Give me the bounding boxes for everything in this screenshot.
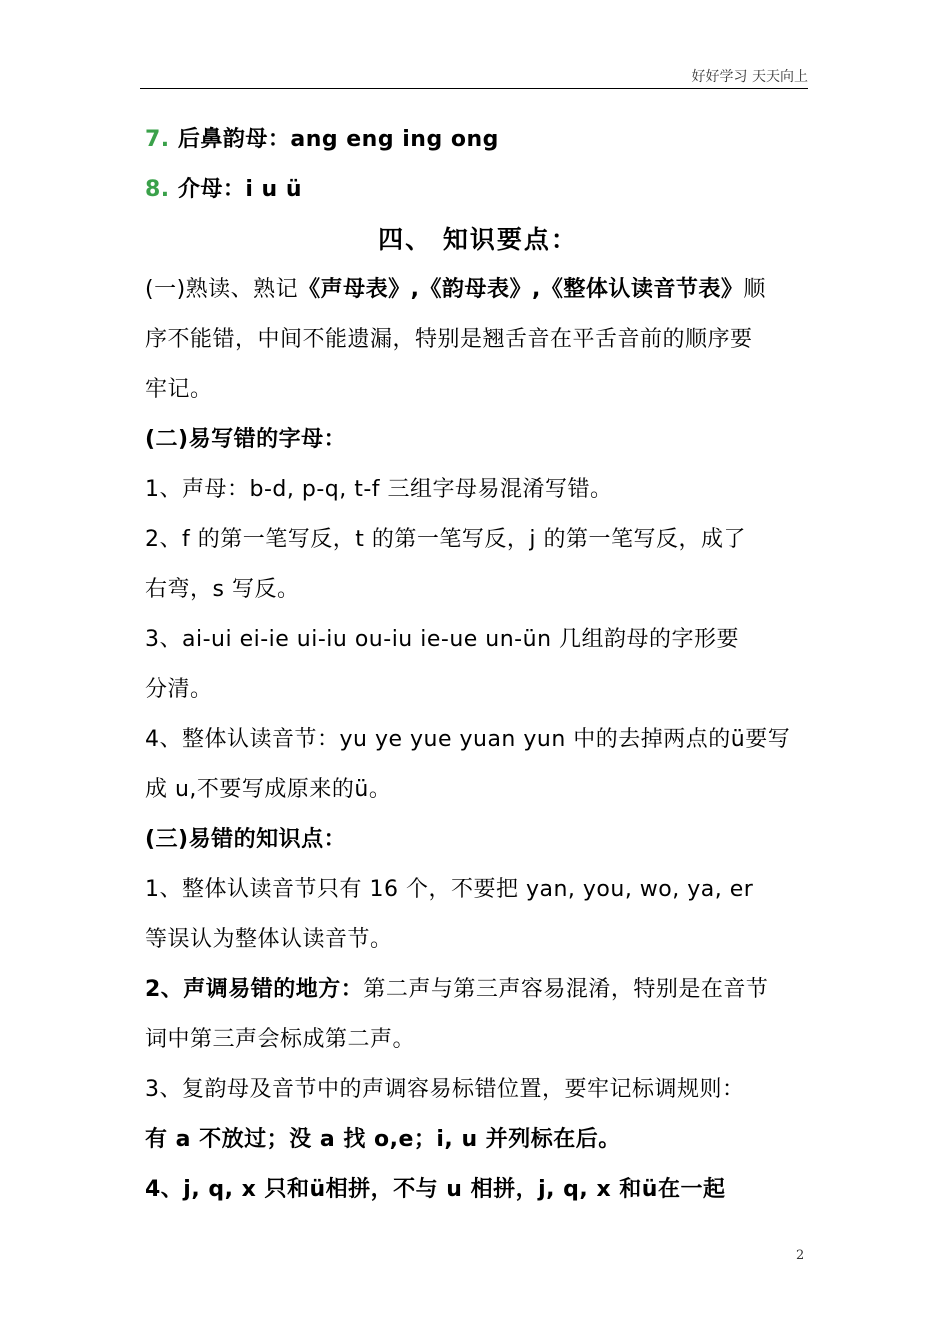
- paragraph-line: 1、声母：b-d, p-q, t-f 三组字母易混淆写错。: [145, 477, 613, 502]
- paragraph-line: 4、j, q, x 只和ü相拼，不与 u 相拼，j, q, x 和ü在一起: [145, 1177, 726, 1202]
- list-item-7: [145, 115, 811, 165]
- paragraph-line: 序不能错，中间不能遗漏，特别是翘舌音在平舌音前的顺序要: [145, 327, 753, 352]
- bold-text-run: 《声母表》,《韵母表》,《整体认读音节表》: [298, 277, 744, 302]
- item-text: 后鼻韵母：ang eng ing ong: [177, 127, 499, 152]
- page-number: 2: [796, 1248, 805, 1263]
- paragraph-line: 成 u,不要写成原来的ü。: [145, 777, 392, 802]
- item-number: 8.: [145, 177, 170, 202]
- subsection-title: (二)易写错的字母：: [145, 427, 347, 452]
- text-run: (一)熟读、熟记: [145, 277, 299, 302]
- item-number: 7.: [145, 127, 170, 152]
- paragraph-line: 词中第三声会标成第二声。: [145, 1027, 416, 1052]
- paragraph-line: 等误认为整体认读音节。: [145, 927, 393, 952]
- paragraph-line: 2、f 的第一笔写反，t 的第一笔写反，j 的第一笔写反，成了: [145, 527, 746, 552]
- paragraph-line: 右弯，s 写反。: [145, 577, 300, 602]
- paragraph-line: 分清。: [145, 677, 213, 702]
- subsection-title: (三)易错的知识点：: [145, 827, 347, 852]
- paragraph-line: 牢记。: [145, 377, 213, 402]
- bold-text-run: 2、声调易错的地方：: [145, 977, 364, 1002]
- header-divider: [140, 88, 808, 89]
- list-item-8: [145, 165, 811, 215]
- paragraph-line: [145, 965, 811, 1015]
- paragraph-line: 4、整体认读音节：yu ye yue yuan yun 中的去掉两点的ü要写: [145, 727, 791, 752]
- page-header: 好好学习 天天向上: [691, 69, 808, 85]
- document-body: [145, 115, 811, 1215]
- paragraph-line: [145, 265, 811, 315]
- item-text: 介母：i u ü: [177, 177, 303, 202]
- text-run: 顺: [743, 277, 766, 302]
- paragraph-line: 3、复韵母及音节中的声调容易标错位置，要牢记标调规则：: [145, 1077, 745, 1102]
- text-run: 第二声与第三声容易混淆，特别是在音节: [363, 977, 769, 1002]
- section-title: 四、 知识要点：: [378, 225, 578, 254]
- paragraph-line: 1、整体认读音节只有 16 个，不要把 yan, you, wo, ya, er: [145, 877, 754, 902]
- paragraph-line: 有 a 不放过；没 a 找 o,e；i, u 并列标在后。: [145, 1127, 621, 1152]
- paragraph-line: 3、ai-ui ei-ie ui-iu ou-iu ie-ue un-ün 几组韵母的字形要: [145, 627, 740, 652]
